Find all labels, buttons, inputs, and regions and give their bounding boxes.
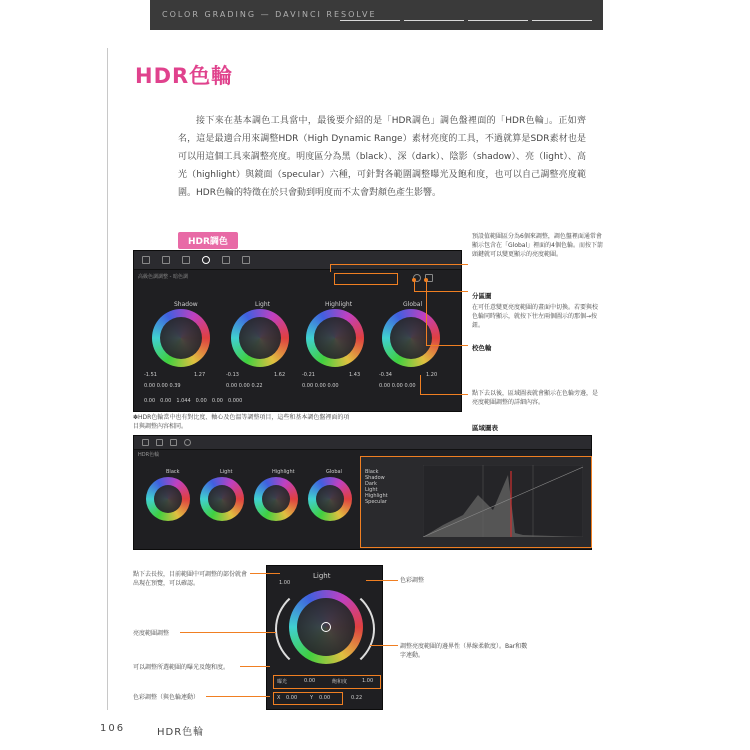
detail-annotation: 亮度範圍調整 [133,630,170,637]
annotation-title: 分區圖 [472,292,492,300]
wheel-label: Light [220,469,233,475]
wheel-label: Light [255,301,270,308]
page-number: 106 [100,723,126,734]
callout-line [420,375,421,395]
callout-line [250,573,280,574]
exposure-value[interactable]: -0.21 [302,372,315,378]
z-value[interactable]: 0.22 [351,695,363,701]
callout-line [420,394,468,395]
saturation-value[interactable]: 1.43 [349,372,361,378]
tool-icon[interactable] [182,256,190,264]
panel-caption: ✽HDR色輪當中也有對比度、軸心及色溫等調整項目，這些和基本調色盤裡面的項目與調整內容相同。 [133,414,350,430]
color-wheel-highlight[interactable] [306,309,364,367]
panel-title: HDR色輪 [138,452,160,458]
tool-icon[interactable] [242,256,250,264]
wheel-label: Black [166,469,180,475]
annotation-title: 區域圖表 [472,424,498,432]
wheel-label: Highlight [272,469,295,475]
callout-line [366,580,398,581]
callout-dot [412,278,416,282]
wheel-label: Shadow [174,301,198,308]
page-title: HDR色輪 [135,64,234,88]
zone-item[interactable]: Dark [365,481,377,487]
exposure-value[interactable]: -1.51 [144,372,157,378]
panel-toolbar [134,436,591,450]
tool-icon[interactable] [162,256,170,264]
tool-icon[interactable] [142,439,149,446]
header-text: COLOR GRADING — DAVINCI RESOLVE [162,10,377,19]
zone-item[interactable]: Black [365,469,379,475]
detail-annotation: 可以調整所選範圍的曝光及飽和度。 [133,664,230,671]
zone-selector[interactable] [334,273,398,285]
header-line [532,20,592,21]
xy-values[interactable]: 0.00 0.00 0.00 [302,383,339,389]
tool-icon[interactable] [170,439,177,446]
tool-icon[interactable] [222,256,230,264]
callout-line [240,666,270,667]
panel-toolbar [134,251,461,270]
tool-icon[interactable] [156,439,163,446]
zone-item[interactable]: Highlight [365,493,388,499]
detail-annotation: 色彩調整 [400,577,425,584]
hdr-grading-tag: HDR調色 [178,232,238,249]
wheel-label: Light [313,572,331,580]
xy-values[interactable]: 0.00 0.00 0.00 [379,383,416,389]
xy-box[interactable]: X 0.00 Y 0.00 [273,692,343,705]
panel-title: 高級色調調整 - 暗色調 [138,274,188,280]
callout-line [206,696,270,697]
exposure-value[interactable]: -0.13 [226,372,239,378]
callout-line [426,280,427,346]
annotation-title: 校色輪 [472,344,492,352]
wheel-cursor[interactable] [321,622,331,632]
color-wheel-highlight[interactable] [254,477,298,521]
color-wheel-light[interactable] [231,309,289,367]
zone-list [365,469,417,505]
range-value[interactable]: 1.00 [279,580,291,586]
zone-item[interactable]: Specular [365,499,387,505]
callout-line [330,264,468,265]
wheel-label: Highlight [325,301,353,308]
detail-annotation: 色彩調整（與色輪連動） [133,694,200,701]
color-wheel-global[interactable] [382,309,440,367]
saturation-value[interactable]: 1.27 [194,372,206,378]
color-wheel-light[interactable] [200,477,244,521]
exposure-value[interactable]: -0.34 [379,372,392,378]
color-wheel-black[interactable] [146,477,190,521]
intro-paragraph: 接下來在基本調色工具當中，最後要介紹的是「HDR調色」調色盤裡面的「HDR色輪」。正如齊名，這是最適合用來調整HDR（High Dynamic Range）素材亮度的工具，不過就算是SDR素材也是可以用這個工具來調整亮度。明度區分為黑（black）、深（dark）、陰影（shadow）、亮（light）、高光（highlight）與鏡面（specular）六種，可針對各範圍調整曝光及飽和度，也可以自己調整亮度範圍。HDR色輪的特徵在於只會動到明度而不太會對顏色產生影響。 [178,116,586,198]
tool-icon[interactable] [142,256,150,264]
zone-item[interactable]: Light [365,487,378,493]
exposure-sat-box[interactable]: 曝光 0.00 飽和度 1.00 [273,675,381,689]
hdr-wheel-icon[interactable] [202,256,210,264]
annotation-zones: 預設值範圍區分為6個來調整，調色盤裡面通常會顯示包含在「Global」裡面的4個色輪。而按下箭頭鍵就可以變更顯示的亮度範圍。 [472,233,603,258]
callout-line [330,265,331,272]
color-wheel-shadow[interactable] [152,309,210,367]
callout-line [370,645,398,646]
zone-graph[interactable] [360,456,592,548]
footer-title: HDR色輪 [157,727,205,738]
wheel-label: Global [326,469,342,475]
zone-item[interactable]: Shadow [365,475,385,481]
callout-line [180,632,276,633]
hdr-wheel-icon[interactable] [184,439,191,446]
hdr-panel-main [133,250,462,412]
margin-rule [107,48,108,710]
annotation-zone-graph: 點下去以後，區域圖表就會顯示在色輪旁邊，是亮度範圍調整的詳細內容。 [472,390,599,406]
callout-line [426,345,468,346]
annotation-zone-map: 在可任意變更亮度範圍的畫面中切換。若要與校色輪同時顯示，就按下往左兩個圖示的那個→按鈕。 [472,304,599,329]
callout-line [414,291,468,292]
detail-wheel-panel [266,565,383,710]
header-line [340,20,400,21]
xy-values[interactable]: 0.00 0.00 0.22 [226,383,263,389]
saturation-value[interactable]: 1.20 [426,372,438,378]
callout-dot [424,278,428,282]
header-line [468,20,528,21]
color-wheel-global[interactable] [308,477,352,521]
zone-histogram [423,465,583,537]
header-line [404,20,464,21]
xy-values[interactable]: 0.00 0.00 0.39 [144,383,181,389]
saturation-value[interactable]: 1.62 [274,372,286,378]
detail-annotation: 點下去長按，目前範圍中可調整的部份就會出現在預覽，可以確認。 [133,571,248,587]
wheel-label: Global [403,301,423,308]
hdr-panel-with-graph [133,435,592,550]
detail-annotation: 調整亮度範圍的邊界性（界線柔軟度）。Bar和數字連動。 [400,643,528,659]
bottom-values[interactable]: 0.00 0.00 1.044 0.00 0.00 0.000 [144,398,243,404]
